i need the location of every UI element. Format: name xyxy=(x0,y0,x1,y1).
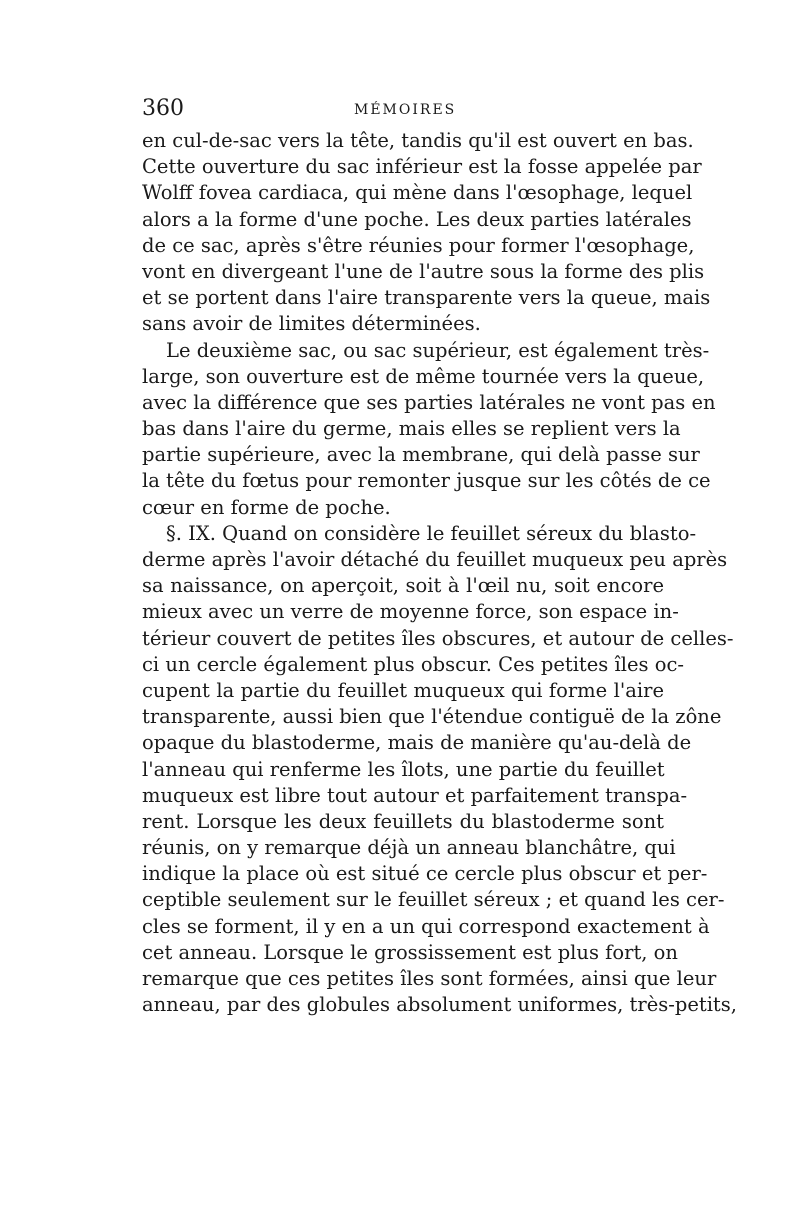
text-line: cupent la partie du feuillet muqueux qui forme l'aire xyxy=(142,678,664,702)
text-line: la tête du fœtus pour remonter jusque sur les côtés de ce xyxy=(142,469,711,493)
text-line: transparente, aussi bien que l'étendue contiguë de la zône xyxy=(142,705,722,729)
text-line: réunis, on y remarque déjà un anneau blanchâtre, qui xyxy=(142,836,676,860)
text-line: muqueux est libre tout autour et parfaitement transpa- xyxy=(142,783,688,807)
text-line: anneau, par des globules absolument uniformes, très-petits, xyxy=(142,993,737,1017)
text-line: cœur en forme de poche. xyxy=(142,495,391,519)
text-line: cles se forment, il y en a un qui correspond exactement à xyxy=(142,914,710,938)
text-line: et se portent dans l'aire transparente vers la queue, mais xyxy=(142,286,711,310)
text-line: bas dans l'aire du germe, mais elles se replient vers la xyxy=(142,417,681,441)
text-line: alors a la forme d'une poche. Les deux parties latérales xyxy=(142,207,692,231)
text-line: mieux avec un verre de moyenne force, son espace in- xyxy=(142,600,679,624)
text-line: avec la différence que ses parties latérales ne vont pas en xyxy=(142,390,716,414)
text-line: en cul-de-sac vers la tête, tandis qu'il est ouvert en bas. xyxy=(142,129,694,152)
text-line: vont en divergeant l'une de l'autre sous la forme des plis xyxy=(142,259,705,283)
text-line: §. IX. Quand on considère le feuillet séreux du blasto- xyxy=(166,521,697,545)
text-line: indique la place où est situé ce cercle plus obscur et per- xyxy=(142,862,708,886)
text-line: derme après l'avoir détaché du feuillet muqueux peu après xyxy=(142,548,728,571)
text-line: rent. Lorsque les deux feuillets du blastoderme sont xyxy=(142,809,664,833)
text-line: sa naissance, on aperçoit, soit à l'œil nu, soit encore xyxy=(142,574,664,598)
text-line: ceptible seulement sur le feuillet séreux ; et quand les cer- xyxy=(142,888,725,912)
text-line: sans avoir de limites déterminées. xyxy=(142,312,481,336)
text-line: Le deuxième sac, ou sac supérieur, est également très- xyxy=(166,338,710,362)
running-title: MÉMOIRES xyxy=(354,102,457,118)
text-line: cet anneau. Lorsque le grossissement est plus fort, on xyxy=(142,940,678,964)
text-line: ci un cercle également plus obscur. Ces petites îles oc- xyxy=(142,652,684,676)
text-line: Cette ouverture du sac inférieur est la fosse appelée par xyxy=(142,155,702,179)
text-line: l'anneau qui renferme les îlots, une partie du feuillet xyxy=(142,757,665,781)
text-line: remarque que ces petites îles sont formées, ainsi que leur xyxy=(142,967,717,990)
body-text xyxy=(142,128,737,1018)
text-line: térieur couvert de petites îles obscures, et autour de celles- xyxy=(142,626,734,650)
page-header xyxy=(142,96,664,126)
text-line: opaque du blastoderme, mais de manière qu'au-delà de xyxy=(142,731,692,755)
text-line: partie supérieure, avec la membrane, qui delà passe sur xyxy=(142,443,700,467)
text-line: Wolff fovea cardiaca, qui mène dans l'œsophage, lequel xyxy=(142,181,693,205)
text-line: large, son ouverture est de même tournée vers la queue, xyxy=(142,364,705,388)
text-line: de ce sac, après s'être réunies pour former l'œsophage, xyxy=(142,233,695,257)
page-number: 360 xyxy=(142,96,184,121)
